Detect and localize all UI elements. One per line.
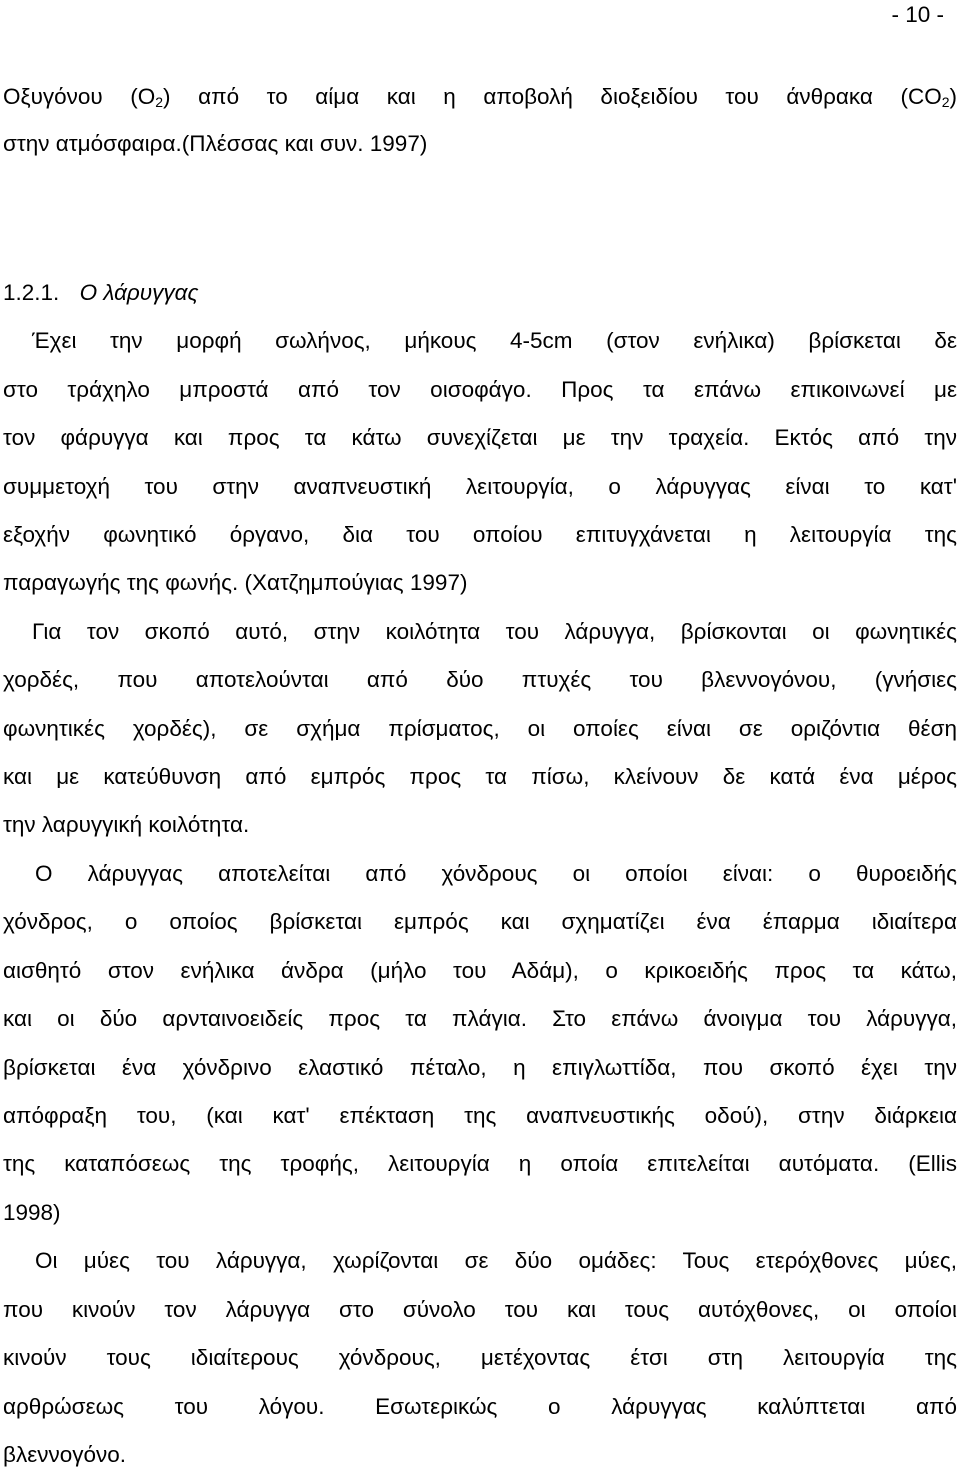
- paragraph-line: και οι δύο αρνταινοειδείς προς τα πλάγια. Στο επάνω άνοιγμα του λάρυγγα,: [3, 1006, 957, 1031]
- intro-line-1: [3, 83, 957, 116]
- paragraph-line: Ο λάρυγγας αποτελείται από χόνδρους οι οποίοι είναι: ο θυροειδής: [35, 861, 957, 886]
- section-number: 1.2.1.: [3, 280, 60, 305]
- paragraph-line: αισθητό στον ενήλικα άνδρα (μήλο του Αδάμ), ο κρικοειδής προς τα κάτω,: [3, 958, 957, 983]
- paragraph-line: βλεννογόνο.: [3, 1442, 127, 1467]
- paragraph-line: χόνδρος, ο οποίος βρίσκεται εμπρός και σχηματίζει ένα έπαρμα ιδιαίτερα: [3, 909, 957, 934]
- intro-text-3: ): [949, 84, 957, 109]
- paragraph-line: απόφραξη του, (και κατ' επέκταση της αναπνευστικής οδού), στην διάρκεια: [3, 1103, 957, 1128]
- paragraph-line: τον φάρυγγα και προς τα κάτω συνεχίζεται με την τραχεία. Εκτός από την: [3, 425, 957, 450]
- paragraph-line: Οι μύες του λάρυγγα, χωρίζονται σε δύο ομάδες: Τους ετερόχθονες μύες,: [35, 1248, 957, 1273]
- subscript-2-co2: 2: [941, 94, 950, 110]
- section-heading: [3, 279, 957, 307]
- paragraph-line: αρθρώσεως του λόγου. Εσωτερικώς ο λάρυγγας καλύπτεται από: [3, 1394, 957, 1419]
- paragraph-line: εξοχήν φωνητικό όργανο, δια του οποίου επιτυγχάνεται η λειτουργία της: [3, 522, 957, 547]
- paragraph-line: στο τράχηλο μπροστά από τον οισοφάγο. Προς τα επάνω επικοινωνεί με: [3, 377, 957, 402]
- paragraph-line: βρίσκεται ένα χόνδρινο ελαστικό πέταλο, η επιγλωττίδα, που σκοπό έχει την: [3, 1055, 957, 1080]
- paragraph-line: χορδές, που αποτελούνται από δύο πτυχές του βλεννογόνου, (γνήσιες: [3, 667, 957, 692]
- page-number: - 10 -: [891, 2, 944, 27]
- paragraph-line: Για τον σκοπό αυτό, στην κοιλότητα του λάρυγγα, βρίσκονται οι φωνητικές: [32, 619, 957, 644]
- subscript-2: 2: [155, 94, 164, 110]
- paragraph-line: κινούν τους ιδιαίτερους χόνδρους, μετέχοντας έτσι στη λειτουργία της: [3, 1345, 957, 1370]
- paragraph-line: παραγωγής της φωνής. (Χατζημπούγιας 1997): [3, 570, 468, 595]
- paragraph-line: την λαρυγγική κοιλότητα.: [3, 812, 250, 837]
- intro-text-1: Οξυγόνου (Ο: [3, 84, 156, 109]
- section-title: Ο λάρυγγας: [79, 280, 199, 305]
- intro-line-2: στην ατμόσφαιρα.(Πλέσσας και συν. 1997): [3, 131, 428, 156]
- intro-text-2: ) από το αίμα και η αποβολή διοξειδίου του άνθρακα (CO: [163, 84, 942, 109]
- paragraph-line: που κινούν τον λάρυγγα στο σύνολο του και τους αυτόχθονες, οι οποίοι: [3, 1297, 957, 1322]
- paragraph-line: 1998): [3, 1200, 61, 1225]
- paragraph-line: φωνητικές χορδές), σε σχήμα πρίσματος, οι οποίες είναι σε οριζόντια θέση: [3, 716, 957, 741]
- paragraph-line: και με κατεύθυνση από εμπρός προς τα πίσω, κλείνουν δε κατά ένα μέρος: [3, 764, 957, 789]
- paragraph-line: συμμετοχή του στην αναπνευστική λειτουργία, ο λάρυγγας είναι το κατ': [3, 474, 957, 499]
- paragraph-line: της καταπόσεως της τροφής, λειτουργία η οποία επιτελείται αυτόματα. (Ellis: [3, 1151, 957, 1176]
- paragraph-line: Έχει την μορφή σωλήνος, μήκους 4-5cm (στον ενήλικα) βρίσκεται δε: [32, 328, 957, 353]
